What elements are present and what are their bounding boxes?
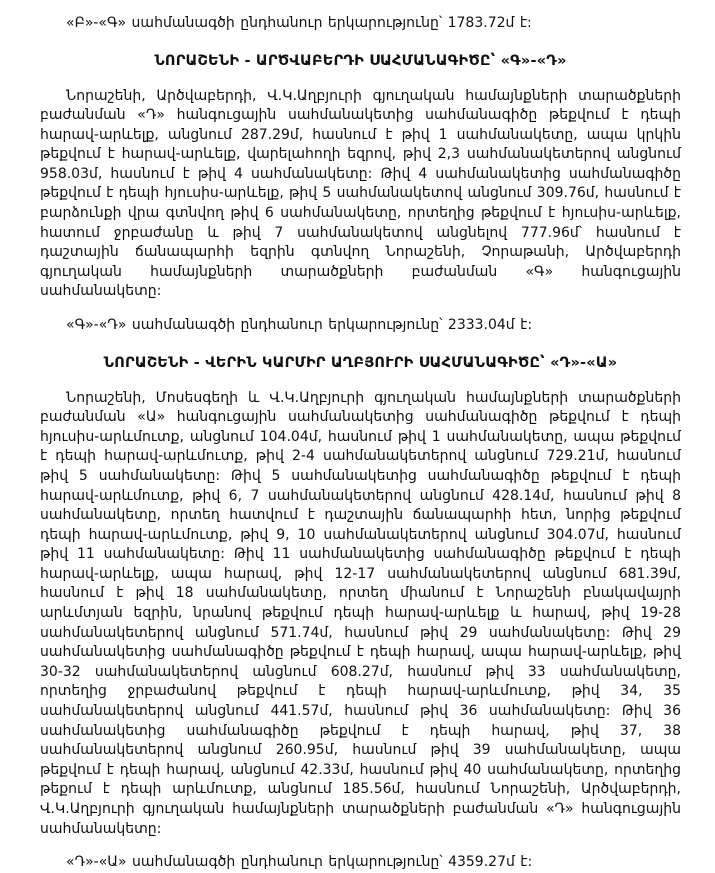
boundary-description-d-a: Նորաշենի, Մոսեսգեղի և Վ.Կ.Աղբյուրի գյուղական համայնքների տարածքների բաժանման «Ա» հանգուցային սահմանակետից սահմանագիծը թեքվում է դեպի հյուսիս-արևմուտք, անցնում 104.04մ, հասնում թիվ 1 սահմանակետը, ապա թեքվում է դեպի հարավ-արևմուտք, թիվ 2-4 սահմանակետերով անցնում 729.21մ, հասնում թիվ 5 սահմանակետը: Թիվ 5 սահմանակետից սահմանագիծը թեքվում է դեպի հարավ-արևմուտք, թիվ 6, 7 սահմանակետերով անցնում 428.14մ, հասնում թիվ 8 սահմանակետը, որտեղ հատվում է դաշտային ճանապարհի հետ, նորից թեքվում դեպի հարավ-արևմուտք, թիվ 9, 10 սահմանակետերով անցնում 304.07մ, հասնում թիվ 11 սահմանակետը: Թիվ 11 սահմանակետից սահմանագիծը թեքվում է դեպի հարավ-արևելք, ապա հարավ, թիվ 12-17 սահմանակետերով անցնում 681.39մ, հասնում է թիվ 18 սահմանակետը, որտեղ միանում է Նորաշենի բնակավայրի արևմտյան եզրին, նրանով թեքվում դեպի հարավ-արևելք և հարավ, թիվ 19-28 սահմանակետերով անցնում 571.74մ, հասնում թիվ 29 սահմանակետը: Թիվ 29 սահմանակետից սահմանագիծը թեքվում է դեպի հարավ, ապա հարավ-արևելք, թիվ 30-32 սահմանակետերով անցնում 608.27մ, հասնում թիվ 33 սահմանակետը, որտեղից ջրբաժանով թեքվում է դեպի հարավ-արևմուտք, թիվ 34, 35 սահմանակետերով անցնում 441.57մ, հասնում թիվ 36 սահմանակետը: Թիվ 36 սահմանակետից սահմանագիծը թեքվում է դեպի հարավ, թիվ 37, 38 սահմանակետերով անցնում 260.95մ, հասնում թիվ 39 սահմանակետը, ապա թեքվում է դեպի հարավ, անցնում 42.33մ, հասնում թիվ 40 սահմանակետը, որտեղից թեքում է դեպի արևմուտք, անցնում 185.56մ, հասնում Նորաշենի, Արծվաբերդի, Վ.Կ.Աղբյուրի գյուղական համայնքների տարածքների բաժանման «Դ» հանգուցային սահմանակետը: (40, 389, 681, 837)
boundary-length-summary-g-d: «Գ»-«Դ» սահմանագծի ընդհանուր երկարությունը՝ 2333.04մ է: (66, 317, 533, 334)
boundary-description-g-d: Նորաշենի, Արծվաբերդի, Վ.Կ.Աղբյուրի գյուղական համայնքների տարածքների բաժանման «Դ» հանգուցային սահմանակետից սահմանագիծը թեքվում է դեպի հարավ-արևելք, անցնում 287.29մ, հասնում է թիվ 1 սահմանակետը, ապա կրկին թեքվում է հարավ-արևելք, վարելահողի եզրով, թիվ 2,3 սահմանակետերով անցնում 958.03մ, հասնում է թիվ 4 սահմանակետը: Թիվ 4 սահմանակետից սահմանագիծը թեքվում է դեպի հյուսիս-արևելք, թիվ 5 սահմանակետով անցնում 309.76մ, հասնում է բարձունքի վրա գտնվող թիվ 6 սահմանակետը, որտեղից թեքվում է հյուսիս-արևելք, հատում ջրբաժանը և թիվ 7 սահմանակետով անցնելով 777.96մ՝ հասնում է դաշտային ճանապարհի եզրին գտնվող Նորաշենի, Չորաթանի, Արծվաբերդի գյուղական համայնքների տարածքների բաժանման «Գ» հանգուցային սահմանակետը: (40, 87, 681, 300)
section-heading-norashen-verin-karmir-aghbyur: ՆՈՐԱՇԵՆԻ - ՎԵՐԻՆ ԿԱՐՄԻՐ ԱՂԲՅՈՒՐԻ ՍԱՀՄԱՆԱԳԻԾԸ՝ «Դ»-«Ա» (103, 354, 618, 371)
boundary-length-summary-b-g: «Բ»-«Գ» սահմանագծի ընդհանուր երկարությունը՝ 1783.72մ է: (66, 15, 532, 31)
section-heading-norashen-artsvaberd: ՆՈՐԱՇԵՆԻ - ԱՐԾՎԱԲԵՐԴԻ ՍԱՀՄԱՆԱԳԻԾԸ՝ «Գ»-«Դ» (154, 52, 567, 69)
boundary-length-summary-d-a: «Դ»-«Ա» սահմանագծի ընդհանուր երկարությունը՝ 4359.27մ է: (66, 854, 533, 871)
